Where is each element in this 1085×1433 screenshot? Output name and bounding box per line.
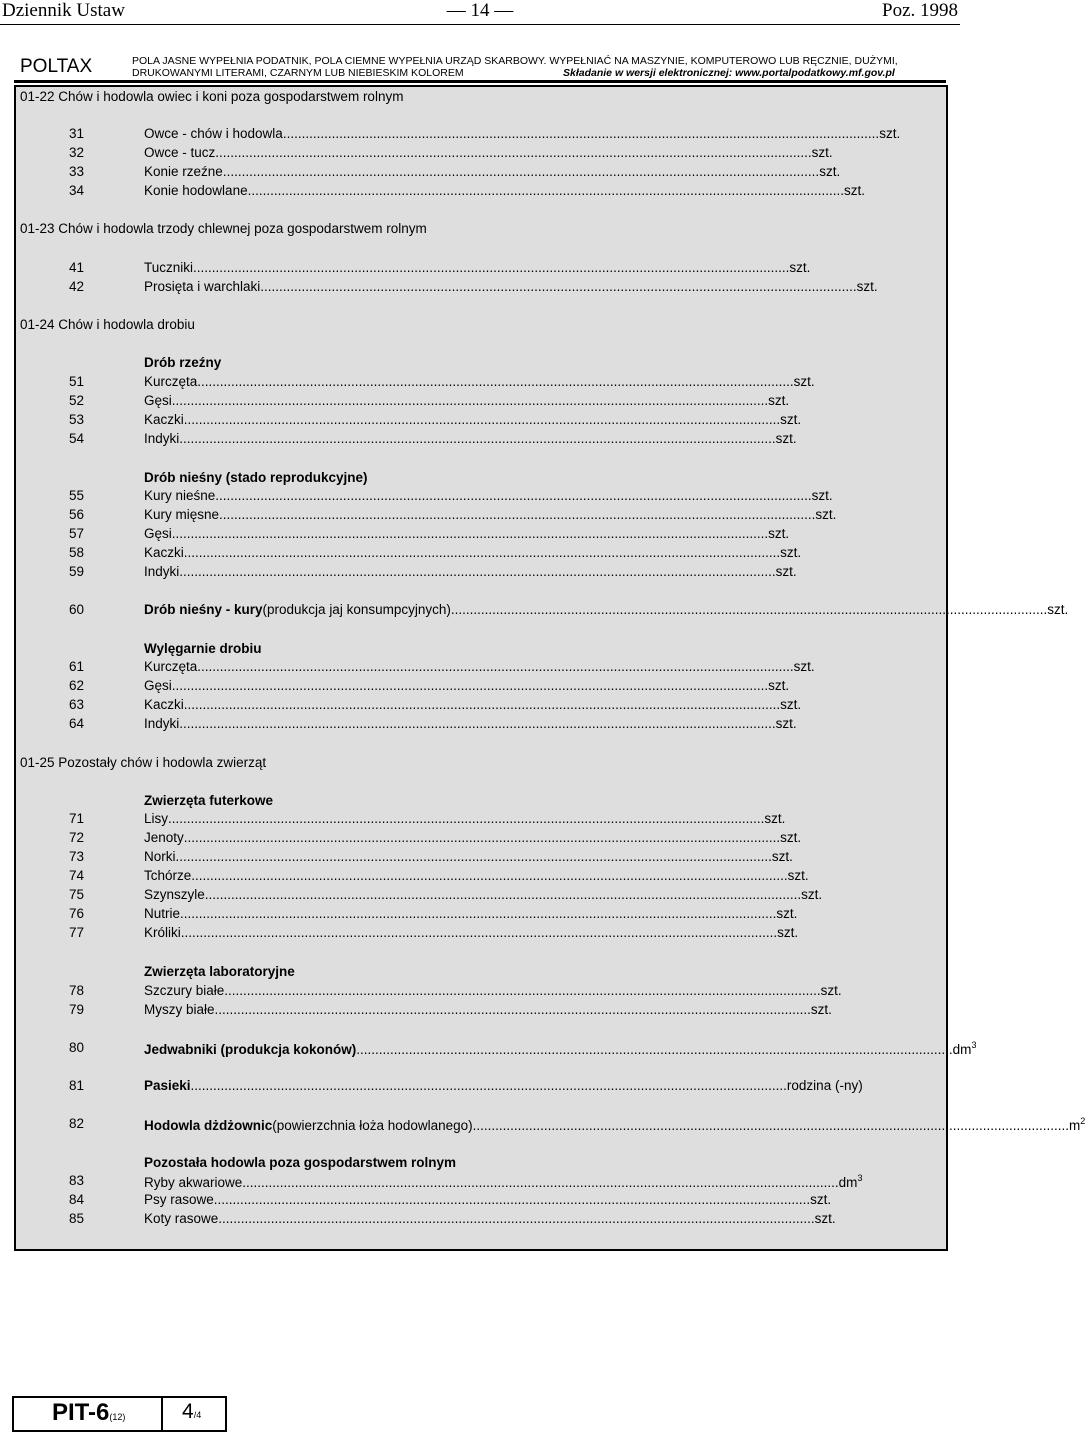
row-unit: dm <box>952 1042 972 1057</box>
row-number: 78 <box>68 983 84 998</box>
leader-dots: ............................................................................................................................................................... <box>183 830 781 845</box>
row-label: Kury nieśne <box>144 488 216 503</box>
row-53 <box>0 412 960 429</box>
section-title-01-25: 01-25 Pozostały chów i hodowla zwierząt <box>20 755 267 770</box>
row-number: 72 <box>68 830 84 845</box>
leader-dots: ............................................................................................................................................................... <box>190 1078 787 1093</box>
leader-dots: ............................................................................................................................................................... <box>179 564 776 579</box>
row-label: Owce - chów i hodowla <box>144 126 283 141</box>
row-label: Nutrie <box>144 906 181 921</box>
journal-title: Dziennik Ustaw <box>2 0 125 21</box>
row-number: 61 <box>68 659 84 674</box>
leader-dots: ............................................................................................................................................................... <box>183 412 781 427</box>
row-73 <box>0 849 960 866</box>
leader-dots: ............................................................................................................................................................... <box>197 374 794 389</box>
header-divider <box>0 24 960 25</box>
row-unit: szt. <box>777 925 799 940</box>
row-label: (powierzchnia łoża hodowlanego) <box>272 1118 473 1133</box>
form-id-divider <box>161 1398 163 1430</box>
row-unit: szt. <box>787 868 809 883</box>
section-title-01-22: 01-22 Chów i hodowla owiec i koni poza gospodarstwem rolnym <box>20 89 404 104</box>
row-unit: szt. <box>810 1192 832 1207</box>
form-id-box <box>12 1396 227 1432</box>
row-label: Króliki <box>144 925 181 940</box>
row-number: 84 <box>68 1192 84 1207</box>
row-42 <box>0 279 960 296</box>
row-unit: dm <box>838 1175 858 1190</box>
leader-dots: ............................................................................................................................................................... <box>179 716 776 731</box>
row-number: 52 <box>68 393 84 408</box>
row-label: Tuczniki <box>144 260 194 275</box>
row-number: 34 <box>68 183 84 198</box>
row-number: 59 <box>68 564 84 579</box>
row-number: 81 <box>68 1078 84 1093</box>
row-83 <box>0 1173 960 1190</box>
leader-dots: ............................................................................................................................................................... <box>450 602 1048 617</box>
row-number: 41 <box>68 260 84 275</box>
form-version: (12) <box>109 1412 126 1422</box>
row-unit: szt. <box>879 126 901 141</box>
leader-dots: ............................................................................................................................................................... <box>197 659 794 674</box>
row-32 <box>0 145 960 162</box>
leader-dots: ............................................................................................................................................................... <box>213 1192 811 1207</box>
leader-dots: ............................................................................................................................................................... <box>180 906 777 921</box>
row-58 <box>0 545 960 562</box>
row-label: Jenoty <box>144 830 184 845</box>
section-title-01-24: 01-24 Chów i hodowla drobiu <box>20 317 195 332</box>
leader-dots: ............................................................................................................................................................... <box>179 431 776 446</box>
row-unit: szt. <box>814 1211 836 1226</box>
row-number: 73 <box>68 849 84 864</box>
row-number: 31 <box>68 126 84 141</box>
form-code: PIT-6 <box>52 1399 110 1426</box>
subheading-slaughter-poultry: Drób rzeźny <box>144 355 222 370</box>
row-number: 75 <box>68 887 84 902</box>
row-label: (produkcja jaj konsumpcyjnych) <box>262 602 451 617</box>
row-label: Gęsi <box>144 678 172 693</box>
row-label: Kaczki <box>144 697 184 712</box>
section-title-01-23: 01-23 Chów i hodowla trzody chlewnej poza gospodarstwem rolnym <box>20 221 427 236</box>
row-number: 54 <box>68 431 84 446</box>
row-label: Gęsi <box>144 393 172 408</box>
row-33 <box>0 164 960 181</box>
row-number: 64 <box>68 716 84 731</box>
row-number: 74 <box>68 868 84 883</box>
row-label: Prosięta i warchlaki <box>144 279 261 294</box>
row-54 <box>0 431 960 448</box>
row-label: Kaczki <box>144 412 184 427</box>
instruction-line-1: POLA JASNE WYPEŁNIA PODATNIK, POLA CIEMNE WYPEŁNIA URZĄD SKARBOWY. WYPEŁNIAĆ NA MASZYNIE, KOMPUTEROWO LUB RĘCZNIE, DUŻYMI, <box>132 55 898 67</box>
subheading-lab-animals: Zwierzęta laboratoryjne <box>144 964 295 979</box>
leader-dots: ............................................................................................................................................................... <box>171 393 769 408</box>
row-unit: szt. <box>820 983 842 998</box>
row-number: 42 <box>68 279 84 294</box>
row-85 <box>0 1211 960 1228</box>
row-unit: szt. <box>810 1002 832 1017</box>
leader-dots: ............................................................................................................................................................... <box>260 279 857 294</box>
subheading-other-breeding: Pozostała hodowla poza gospodarstwem rolnym <box>144 1155 457 1170</box>
row-unit: szt. <box>776 906 798 921</box>
instruction-line-2: DRUKOWANYMI LITERAMI, CZARNYM LUB NIEBIESKIM KOLOREM <box>132 67 464 79</box>
row-unit: szt. <box>780 412 802 427</box>
row-unit: szt. <box>780 830 802 845</box>
row-label: Indyki <box>144 564 180 579</box>
row-unit: szt. <box>775 716 797 731</box>
row-number: 77 <box>68 925 84 940</box>
row-label-bold: Hodowla dżdżownic <box>144 1118 273 1133</box>
row-unit: szt. <box>780 545 802 560</box>
row-label: Indyki <box>144 716 180 731</box>
form-top-rule <box>14 80 946 83</box>
row-unit: szt. <box>811 145 833 160</box>
row-71 <box>0 811 960 828</box>
leader-dots: ............................................................................................................................................................... <box>247 183 844 198</box>
row-number: 32 <box>68 145 84 160</box>
leader-dots: ............................................................................................................................................................... <box>356 1042 953 1057</box>
row-76 <box>0 906 960 923</box>
row-unit: rodzina (-ny) <box>786 1078 863 1093</box>
row-label: Koty rasowe <box>144 1211 219 1226</box>
row-unit: szt. <box>793 374 815 389</box>
row-59 <box>0 564 960 581</box>
leader-dots: ............................................................................................................................................................... <box>224 983 821 998</box>
row-number: 82 <box>68 1116 84 1131</box>
row-75 <box>0 887 960 904</box>
row-label: Konie hodowlane <box>144 183 248 198</box>
row-label: Indyki <box>144 431 180 446</box>
row-number: 60 <box>68 602 84 617</box>
row-82 <box>0 1116 1085 1133</box>
row-unit: szt. <box>811 488 833 503</box>
row-unit: szt. <box>1047 602 1069 617</box>
row-label: Szczury białe <box>144 983 225 998</box>
leader-dots: ............................................................................................................................................................... <box>175 849 772 864</box>
leader-dots: ............................................................................................................................................................... <box>193 260 790 275</box>
row-unit: szt. <box>775 564 797 579</box>
leader-dots: ............................................................................................................................................................... <box>171 678 769 693</box>
row-unit: szt. <box>856 279 878 294</box>
row-61 <box>0 659 960 676</box>
row-64 <box>0 716 960 733</box>
row-unit: szt. <box>815 507 837 522</box>
row-55 <box>0 488 960 505</box>
row-84 <box>0 1192 960 1209</box>
leader-dots: ............................................................................................................................................................... <box>219 507 816 522</box>
row-label: Kurczęta <box>144 374 198 389</box>
leader-dots: ............................................................................................................................................................... <box>183 545 781 560</box>
row-label: Owce - tucz <box>144 145 216 160</box>
row-label: Myszy białe <box>144 1002 215 1017</box>
row-label: Lisy <box>144 811 169 826</box>
row-63 <box>0 697 960 714</box>
row-51 <box>0 374 960 391</box>
row-81 <box>0 1078 960 1095</box>
brand-label: POLTAX <box>20 56 93 77</box>
leader-dots: ............................................................................................................................................................... <box>183 697 781 712</box>
row-unit: szt. <box>775 431 797 446</box>
page-total: /4 <box>193 1410 202 1420</box>
row-79 <box>0 1002 960 1019</box>
row-unit: szt. <box>793 659 815 674</box>
row-57 <box>0 526 960 543</box>
unit-superscript: 2 <box>1080 1116 1085 1126</box>
row-unit: szt. <box>789 260 811 275</box>
row-number: 71 <box>68 811 84 826</box>
row-number: 57 <box>68 526 84 541</box>
subheading-hatcheries: Wylęgarnie drobiu <box>144 641 262 656</box>
subheading-fur-animals: Zwierzęta futerkowe <box>144 793 274 808</box>
electronic-filing-note: Składanie w wersji elektronicznej: www.portalpodatkowy.mf.gov.pl <box>563 67 895 79</box>
row-number: 56 <box>68 507 84 522</box>
row-41 <box>0 260 960 277</box>
leader-dots: ............................................................................................................................................................... <box>222 164 820 179</box>
leader-dots: ............................................................................................................................................................... <box>191 868 788 883</box>
row-label: Szynszyle <box>144 887 205 902</box>
row-unit: szt. <box>768 526 790 541</box>
leader-dots: ............................................................................................................................................................... <box>204 887 802 902</box>
unit-superscript: 3 <box>857 1173 863 1183</box>
row-unit: szt. <box>801 887 823 902</box>
row-31 <box>0 126 960 143</box>
row-number: 58 <box>68 545 84 560</box>
row-number: 63 <box>68 697 84 712</box>
row-80 <box>0 1040 977 1057</box>
leader-dots: ............................................................................................................................................................... <box>282 126 880 141</box>
row-60 <box>0 602 1069 619</box>
row-74 <box>0 868 960 885</box>
leader-dots: ............................................................................................................................................................... <box>180 925 778 940</box>
subheading-laying-poultry: Drób nieśny (stado reprodukcyjne) <box>144 470 368 485</box>
leader-dots: ............................................................................................................................................................... <box>218 1211 815 1226</box>
leader-dots: ............................................................................................................................................................... <box>215 145 812 160</box>
page-number: — 14 — <box>446 0 514 21</box>
leader-dots: ............................................................................................................................................................... <box>214 1002 811 1017</box>
row-number: 51 <box>68 374 84 389</box>
row-unit: szt. <box>764 811 786 826</box>
row-label: Konie rzeźne <box>144 164 223 179</box>
row-number: 80 <box>68 1040 84 1055</box>
row-72 <box>0 830 960 847</box>
row-label-bold: Drób nieśny - kury <box>144 602 263 617</box>
row-label-bold: Pasieki <box>144 1078 191 1093</box>
row-unit: szt. <box>780 697 802 712</box>
row-77 <box>0 925 960 942</box>
leader-dots: ............................................................................................................................................................... <box>242 1175 839 1190</box>
row-unit: szt. <box>768 393 790 408</box>
leader-dots: ............................................................................................................................................................... <box>215 488 812 503</box>
row-unit: szt. <box>771 849 793 864</box>
row-unit: szt. <box>819 164 841 179</box>
row-unit: szt. <box>768 678 790 693</box>
row-78 <box>0 983 960 1000</box>
row-label: Gęsi <box>144 526 172 541</box>
row-number: 55 <box>68 488 84 503</box>
row-label: Psy rasowe <box>144 1192 214 1207</box>
page-current: 4 <box>182 1400 194 1423</box>
row-number: 76 <box>68 906 84 921</box>
row-number: 83 <box>68 1173 84 1188</box>
row-label: Kaczki <box>144 545 184 560</box>
row-label: Ryby akwariowe <box>144 1175 243 1190</box>
row-label: Tchórze <box>144 868 192 883</box>
row-label: Norki <box>144 849 176 864</box>
row-56 <box>0 507 960 524</box>
row-label: Kurczęta <box>144 659 198 674</box>
row-62 <box>0 678 960 695</box>
row-unit: szt. <box>843 183 865 198</box>
row-label: Kury mięsne <box>144 507 220 522</box>
unit-superscript: 3 <box>971 1040 977 1050</box>
row-number: 33 <box>68 164 84 179</box>
row-52 <box>0 393 960 410</box>
row-number: 85 <box>68 1211 84 1226</box>
page-header <box>0 0 960 24</box>
row-label-bold: Jedwabniki (produkcja kokonów) <box>144 1042 357 1057</box>
position-number: Poz. 1998 <box>882 0 958 21</box>
leader-dots: ............................................................................................................................................................... <box>472 1118 1069 1133</box>
row-34 <box>0 183 960 200</box>
row-number: 62 <box>68 678 84 693</box>
leader-dots: ............................................................................................................................................................... <box>171 526 769 541</box>
row-unit: m <box>1069 1118 1081 1133</box>
row-number: 53 <box>68 412 84 427</box>
row-number: 79 <box>68 1002 84 1017</box>
leader-dots: ............................................................................................................................................................... <box>168 811 765 826</box>
